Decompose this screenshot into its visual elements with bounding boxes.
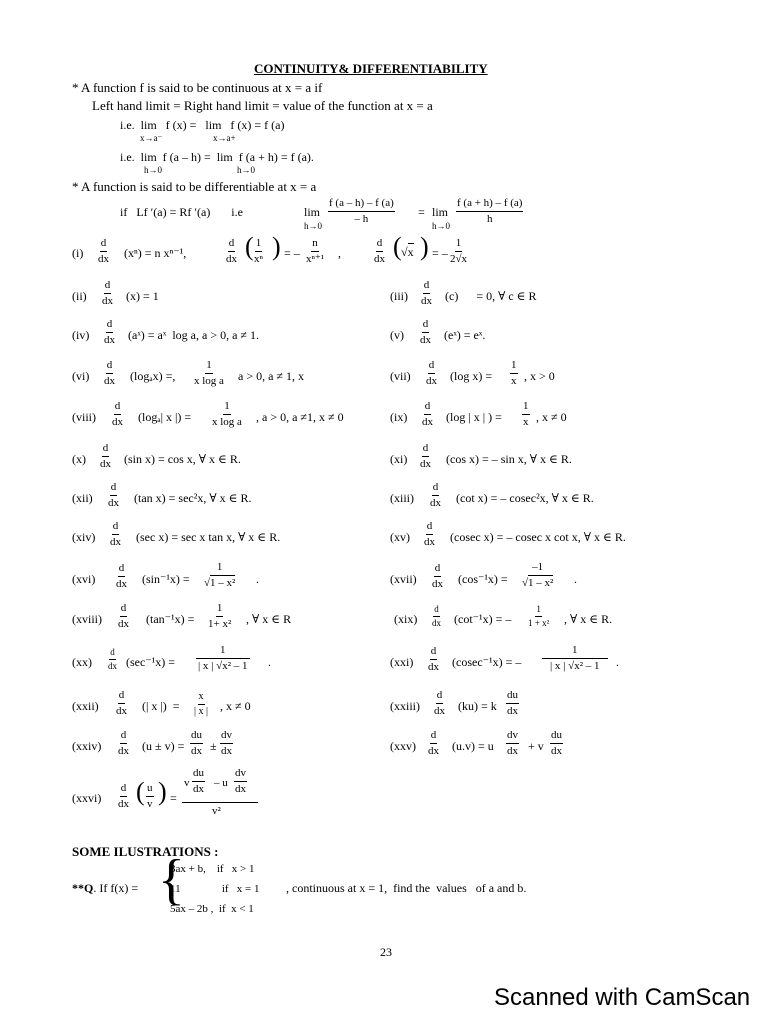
formula-text: (tan⁻¹x) = — [146, 612, 195, 626]
fraction-denominator: v² — [212, 805, 221, 817]
equals-sign: = — [170, 791, 177, 805]
question: **Q. If f(x) = — [72, 881, 139, 895]
derivative-operator: d dx — [421, 279, 432, 307]
formula-text: , ∀ x ∈ R — [246, 612, 292, 626]
derivative-operator: d dx — [108, 481, 119, 509]
formula-fraction: –1 √1 – x² — [522, 561, 554, 589]
continuity-limit-eq-2: i.e. lim f (a – h) = lim f (a + h) = f (a). — [120, 150, 314, 164]
formula-fraction: dv dx — [235, 767, 246, 795]
formula-label: (xxvi) — [72, 791, 102, 805]
derivative-operator: d dx — [116, 562, 127, 590]
formula-label: (vi) — [72, 369, 90, 383]
left-derivative-fraction — [328, 198, 395, 225]
derivative-operator: d dx — [374, 237, 385, 265]
fraction-numerator: f (a + h) – f (a) — [456, 198, 523, 212]
formula-label: (xxiv) — [72, 739, 102, 753]
limit-subscript: x→a+ — [213, 133, 236, 143]
derivative-operator: d dx — [118, 602, 129, 630]
formula-text: (aˣ) = aˣ log a, a > 0, a ≠ 1. — [128, 328, 260, 342]
differentiability-definition: * A function is said to be differentiable at x = a — [72, 179, 317, 194]
formula-label: (xviii) — [72, 612, 102, 626]
formula-label: (xxiii) — [390, 699, 420, 713]
formula-text: (u ± v) = — [142, 739, 185, 753]
formula-text: (u.v) = u — [452, 739, 494, 753]
formula-fraction: du dx — [551, 729, 562, 757]
formula-text: (sec x) = sec x tan x, ∀ x ∈ R. — [136, 530, 281, 544]
piecewise-brace: { — [158, 849, 185, 911]
formula-fraction: du dx — [191, 729, 202, 757]
formula-text: ± — [210, 739, 217, 753]
formula-text: – u — [214, 777, 228, 789]
formula-label: (ii) — [72, 289, 87, 303]
formula-text: , a > 0, a ≠1, x ≠ 0 — [256, 410, 344, 424]
derivative-operator: d dx — [434, 689, 445, 717]
formula-text: . — [268, 655, 271, 669]
formula-label: (xiii) — [390, 491, 414, 505]
formula-text: . — [256, 572, 259, 586]
formula-fraction: 1 | x | √x² – 1 — [197, 644, 248, 672]
formula-text: (c) = 0, ∀ c ∈ R — [445, 289, 537, 303]
formula-label: (ix) — [390, 410, 408, 424]
derivative-operator: d dx — [424, 520, 435, 548]
formula-text: (logₐx) =, — [130, 369, 176, 383]
formula-text: , — [338, 246, 341, 260]
formula-text: (sin⁻¹x) = — [142, 572, 190, 586]
derivative-operator: d dx — [432, 562, 443, 590]
continuity-definition: * A function f is said to be continuous at x = a if — [72, 80, 323, 95]
formula-label: (xiv) — [72, 530, 96, 544]
formula-text: (x) = 1 — [126, 289, 159, 303]
formula-label: (xvi) — [72, 572, 96, 586]
derivative-operator: d dx — [108, 647, 117, 671]
formula-text: (cosec⁻¹x) = – — [452, 655, 522, 669]
formula-text: , x ≠ 0 — [536, 410, 567, 424]
derivative-operator: d dx — [98, 237, 109, 265]
limit-subscript: h→0 — [237, 165, 255, 175]
formula-label: (xv) — [390, 530, 410, 544]
piecewise-case: 3ax + b, if x > 1 — [170, 863, 255, 875]
formula-fraction: x | x | — [194, 691, 209, 717]
question-text: , continuous at x = 1, find the values of a and b. — [286, 881, 527, 895]
continuity-condition: Left hand limit = Right hand limit = value of the function at x = a — [92, 98, 433, 113]
formula-label: (xii) — [72, 491, 93, 505]
formula-label: (x) — [72, 452, 86, 466]
fraction-denominator: – h — [354, 213, 369, 225]
formula-text: (| x |) = — [142, 699, 180, 713]
derivative-operator: d dx — [426, 359, 437, 387]
close-paren: ) — [272, 232, 281, 261]
derivative-operator: d dx — [118, 729, 129, 757]
formula-text: (cos⁻¹x) = — [458, 572, 508, 586]
limit-subscript: x→a⁻ — [140, 133, 163, 143]
formula-label: (v) — [390, 328, 404, 342]
formula-text: = – — [284, 246, 300, 260]
close-paren: ) — [158, 777, 167, 806]
quotient-rule-fraction — [182, 768, 260, 828]
differentiability-condition: if Lf ′(a) = Rf ′(a) i.e — [120, 205, 243, 219]
formula-text: (cot⁻¹x) = – — [454, 612, 512, 626]
formula-text: (cos x) = – sin x, ∀ x ∈ R. — [446, 452, 572, 466]
formula-fraction: 1 √1 – x² — [204, 561, 236, 589]
formula-label: (i) — [72, 246, 84, 260]
formula-text: . — [616, 655, 619, 669]
formula-label: (xvii) — [390, 572, 417, 586]
formula-label: (iv) — [72, 328, 90, 342]
limit-symbol: lim — [432, 205, 449, 219]
limit-subscript: h→0 — [304, 221, 322, 231]
formula-fraction: du dx — [507, 689, 518, 717]
limit-symbol: lim — [304, 205, 321, 219]
formula-label: (xix) — [394, 612, 418, 626]
fraction-numerator: f (a – h) – f (a) — [328, 198, 395, 212]
page-title: CONTINUITY& DIFFERENTIABILITY — [254, 61, 488, 76]
formula-fraction: 1 xⁿ — [254, 237, 263, 265]
formula-text: , x > 0 — [524, 369, 555, 383]
formula-text: + v — [528, 739, 544, 753]
formula-text: (logₐ| x |) = — [138, 410, 192, 424]
open-paren: ( — [393, 232, 402, 261]
formula-fraction: n xⁿ⁺¹ — [306, 237, 325, 265]
equals-sign: = — [418, 205, 425, 219]
formula-fraction: du dx — [193, 767, 204, 795]
formula-fraction: u v — [147, 782, 153, 810]
open-paren: ( — [136, 777, 145, 806]
fraction-bar — [182, 802, 258, 803]
formula-label: (vii) — [390, 369, 411, 383]
quotient-numerator-v: v — [184, 777, 190, 789]
formula-label: (xx) — [72, 655, 92, 669]
derivative-operator: d dx — [104, 359, 115, 387]
formula-text: . — [574, 572, 577, 586]
derivative-operator: d dx — [428, 645, 439, 673]
formula-text: , x ≠ 0 — [220, 699, 251, 713]
formula-label: (xxii) — [72, 699, 99, 713]
formula-text: (xⁿ) = n xⁿ⁻¹, — [124, 246, 187, 260]
limit-subscript: h→0 — [432, 221, 450, 231]
formula-fraction: 1 x — [523, 400, 529, 428]
formula-label: (xxv) — [390, 739, 416, 753]
derivative-operator: d dx — [428, 729, 439, 757]
formula-fraction: 1 x — [511, 359, 517, 387]
close-paren: ) — [420, 232, 429, 261]
derivative-operator: d dx — [420, 318, 431, 346]
formula-text: (tan x) = sec²x, ∀ x ∈ R. — [134, 491, 252, 505]
derivative-operator: d dx — [104, 318, 115, 346]
derivative-operator: d dx — [100, 442, 111, 470]
derivative-operator: d dx — [110, 520, 121, 548]
right-derivative-fraction — [456, 198, 523, 225]
formula-fraction: 1 | x | √x² – 1 — [542, 645, 608, 672]
limit-subscript: h→0 — [144, 165, 162, 175]
formula-text: (sec⁻¹x) = — [126, 655, 176, 669]
formula-fraction: 1 1+ x² — [208, 602, 232, 630]
piecewise-case: 5ax – 2b , if x < 1 — [170, 903, 254, 915]
formula-label: (xi) — [390, 452, 408, 466]
formula-text: (ku) = k — [458, 699, 497, 713]
illustrations-heading: SOME ILUSTRATIONS : — [72, 844, 219, 859]
derivative-operator: d dx — [420, 442, 431, 470]
formula-text: (cot x) = – cosec²x, ∀ x ∈ R. — [456, 491, 594, 505]
formula-text: (sin x) = cos x, ∀ x ∈ R. — [124, 452, 241, 466]
formula-fraction: 1 1 + x² — [528, 604, 550, 628]
formula-fraction: dv dx — [507, 729, 518, 757]
formula-fraction: dv dx — [221, 729, 232, 757]
open-paren: ( — [245, 232, 254, 261]
derivative-operator: d dx — [432, 604, 441, 628]
fraction-denominator: h — [486, 213, 493, 225]
formula-text: , ∀ x ∈ R. — [564, 612, 613, 626]
derivative-operator: d dx — [118, 782, 129, 810]
formula-label: (xxi) — [390, 655, 414, 669]
formula-label: (viii) — [72, 410, 96, 424]
derivative-operator: d dx — [422, 400, 433, 428]
continuity-limit-eq-1: i.e. lim f (x) = lim f (x) = f (a) — [120, 118, 285, 132]
derivative-operator: d dx — [116, 689, 127, 717]
formula-text: (cosec x) = – cosec x cot x, ∀ x ∈ R. — [450, 530, 626, 544]
page-number: 23 — [380, 945, 392, 959]
formula-text: (log x) = — [450, 369, 493, 383]
derivative-operator: d dx — [430, 481, 441, 509]
piecewise-case: 11 if x = 1 — [170, 883, 260, 895]
formula-text: a > 0, a ≠ 1, x — [238, 369, 305, 383]
formula-label: (iii) — [390, 289, 408, 303]
derivative-operator: d dx — [226, 237, 237, 265]
formula-fraction: 1 x log a — [212, 400, 242, 428]
formula-fraction: 1 x log a — [194, 359, 224, 387]
formula-text: (eˣ) = eˣ. — [444, 328, 486, 342]
derivative-operator: d dx — [102, 279, 113, 307]
formula-fraction: 1 2√x — [450, 237, 468, 265]
scanner-watermark: Scanned with CamScan — [494, 984, 751, 1011]
formula-text: (log | x | ) = — [446, 410, 502, 424]
sqrt-symbol: √x — [401, 245, 414, 259]
formula-text: = – — [432, 246, 448, 260]
derivative-operator: d dx — [112, 400, 123, 428]
